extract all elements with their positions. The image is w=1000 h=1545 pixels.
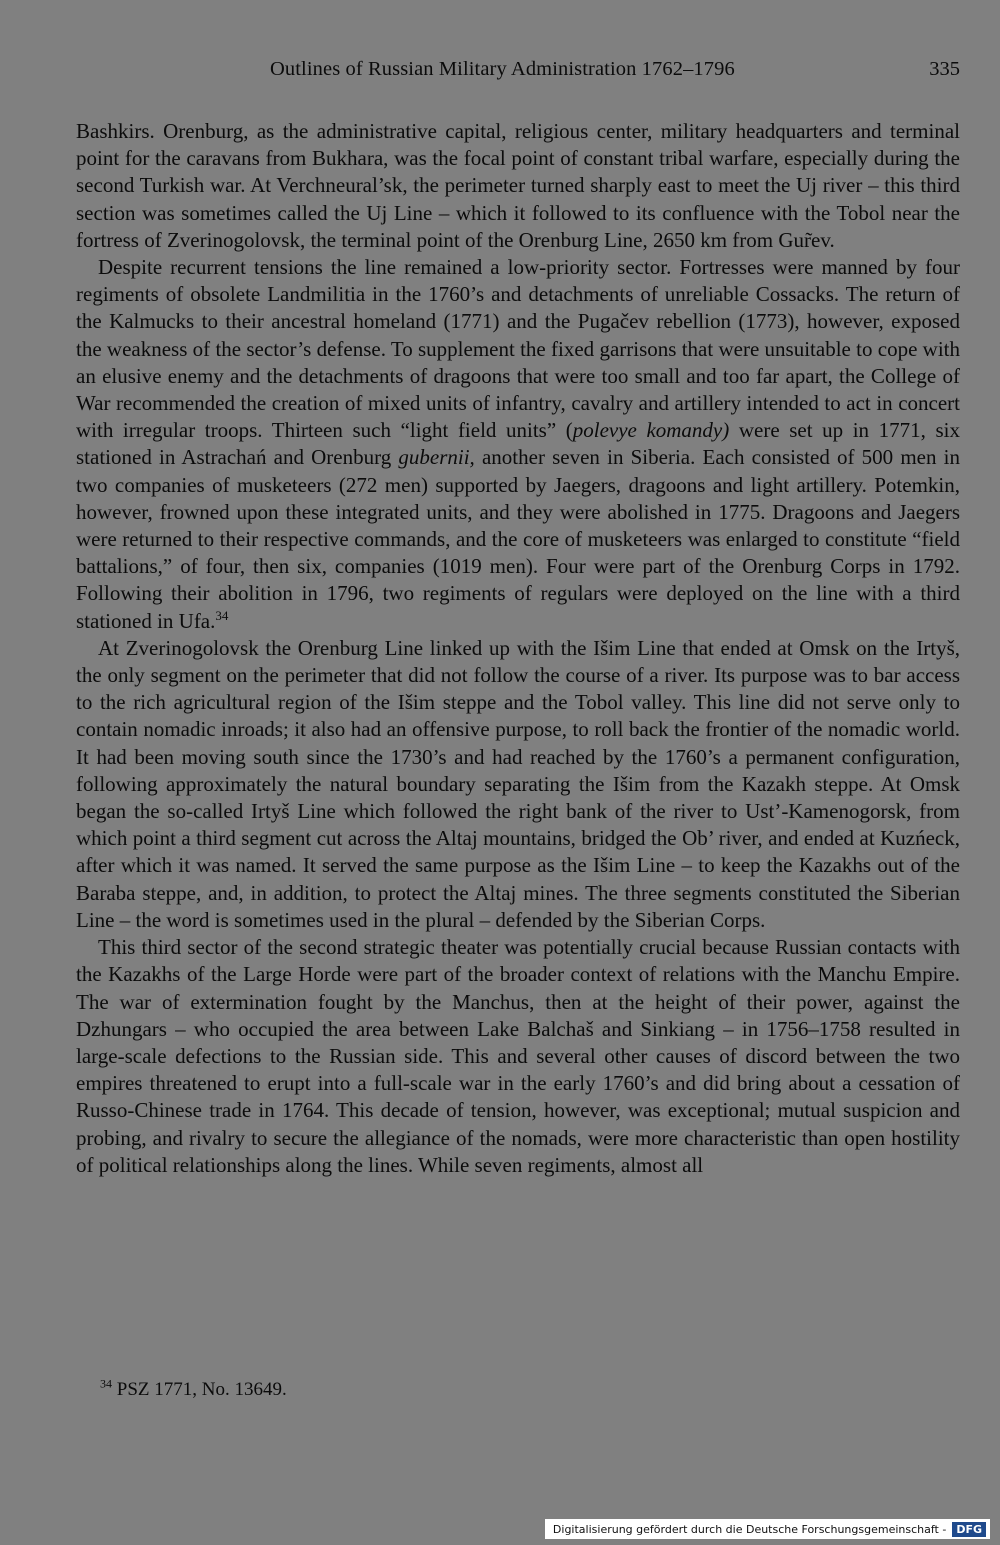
running-head: Outlines of Russian Military Administration 1762–1796 bbox=[270, 58, 735, 80]
footnote-reference: 34 bbox=[215, 607, 229, 623]
paragraph-4: This third sector of the second strategic theater was potentially crucial because Russian contacts with the Kazakhs of the Large Horde were part of the broader context of relations with the Manchu Empire. The war of extermination fought by the Manchus, then at the height of their power, against the Dzhungars – who occupied the area between Lake Balchaš and Sinkiang – in 1756–1758 resulted in large-scale defections to the Russian side. This and several other causes of discord between the two empires threatened to erupt into a full-scale war in the early 1760’s and did bring about a cessation of Russo-Chinese trade in 1764. This decade of tension, however, was exceptional; mutual suspicion and probing, and rivalry to secure the allegiance of the nomads, were more characteristic than open hostility of political relationships along the lines. While seven regiments, almost all bbox=[76, 935, 960, 1177]
paragraph-2-part-2: were set up in 1771, six stationed in Astrachań and Orenburg bbox=[76, 418, 960, 470]
italic-term-gubernii: gubernii, bbox=[398, 445, 475, 470]
footnote bbox=[100, 1376, 287, 1401]
footnote-number: 34 bbox=[100, 1376, 112, 1391]
dfg-logo: DFG bbox=[952, 1522, 986, 1537]
paragraph-2-part-1: Despite recurrent tensions the line remained a low-priority sector. Fortresses were manned by four regiments of obsolete Landmilitia in the 1760’s and detachments of unreliable Cossacks. The return of the Kalmucks to their ancestral homeland (1771) and the Pugačev rebellion (1773), however, exposed the weakness of the sector’s defense. To supplement the fixed garrisons that were unsuitable to cope with an elusive enemy and the detachments of dragoons that were too small and too far apart, the College of War recommended the creation of mixed units of infantry, cavalry and artillery intended to act in concert with irregular troops. Thirteen such “light field units” ( bbox=[76, 255, 960, 443]
paragraph-2 bbox=[76, 254, 960, 635]
digitization-notice bbox=[545, 1519, 990, 1539]
footnote-text: PSZ 1771, No. 13649. bbox=[116, 1379, 287, 1400]
body-text bbox=[76, 118, 960, 1179]
paragraph-3: At Zverinogolovsk the Orenburg Line linked up with the Išim Line that ended at Omsk on the Irtyš, the only segment on the perimeter that did not follow the course of a river. Its purpose was to bar access to the rich agricultural region of the Išim steppe and the Tobol valley. This line did not serve only to contain nomadic inroads; it also had an offensive purpose, to roll back the frontier of the nomadic world. It had been moving south since the 1730’s and had reached by the 1760’s a permanent configuration, following approximately the natural boundary separating the Išim from the Kazakh steppe. At Omsk began the so-called Irtyš Line which followed the right bank of the river to Ust’-Kamenogorsk, from which point a third segment cut across the Altaj mountains, bridged the Ob’ river, and ended at Kuzńeck, after which it was named. It served the same purpose as the Išim Line – to keep the Kazakhs out of the Baraba steppe, and, in addition, to protect the Altaj mines. The three segments constituted the Siberian Line – the word is sometimes used in the plural – defended by the Siberian Corps. bbox=[76, 635, 960, 932]
digitization-notice-text: Digitalisierung gefördert durch die Deutsche Forschungsgemeinschaft - bbox=[552, 1522, 947, 1536]
paragraph-1: Bashkirs. Orenburg, as the administrative capital, religious center, military headquarters and terminal point for the caravans from Bukhara, was the focal point of constant tribal warfare, especially during the second Turkish war. At Verchneural’sk, the perimeter turned sharply east to meet the Uj river – this third section was sometimes called the Uj Line – which it followed to its confluence with the Tobol near the fortress of Zverinogolovsk, the terminal point of the Orenburg Line, 2650 km from Gur̃ev. bbox=[76, 119, 960, 252]
page-number: 335 bbox=[929, 58, 960, 80]
paragraph-2-part-3: another seven in Siberia. Each consisted of 500 men in two companies of musketeers (272 men) supported by Jaegers, dragoons and light artillery. Potemkin, however, frowned upon these integrated units, and they were abolished in 1775. Dragoons and Jaegers were returned to their respective commands, and the core of musketeers was enlarged to constitute “field battalions,” of four, then six, companies (1019 men). Four were part of the Orenburg Corps in 1792. Following their abolition in 1796, two regiments of regulars were deployed on the line with a third stationed in Ufa. bbox=[76, 445, 960, 633]
italic-term-polevye-komandy: polevye komandy) bbox=[572, 418, 730, 443]
